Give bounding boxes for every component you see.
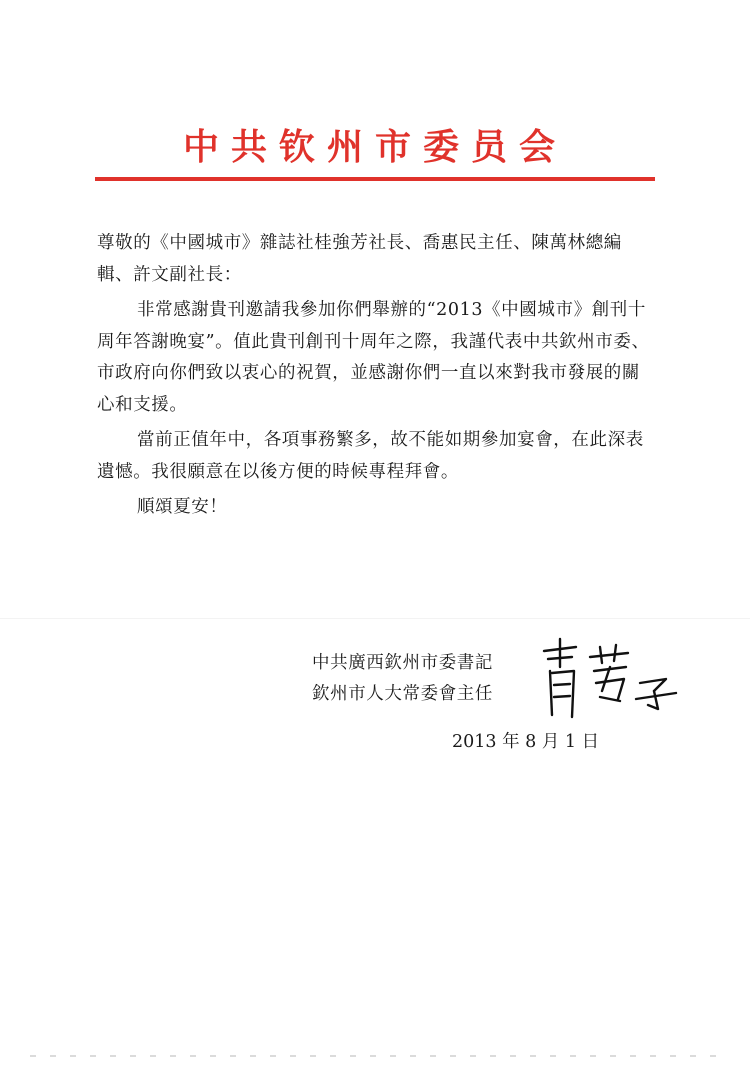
letter-body (97, 228, 657, 524)
paragraph-2: 當前正值年中，各項事務繁多，故不能如期參加宴會，在此深表遺憾。我很願意在以後方便的時候專程拜會。 (97, 430, 644, 482)
signer-title-1: 中共廣西欽州市委書記 (312, 653, 493, 673)
paragraph-1: 非常感謝貴刊邀請我參加你們舉辦的“2013《中國城市》創刊十周年答謝晚宴”。值此貴刊創刊十周年之際，我謹代表中共欽州市委、市政府向你們致以衷心的祝賀，並感謝你們一直以來對我市發展的關心和支援。 (97, 300, 650, 415)
salutation: 尊敬的《中國城市》雜誌社桂強芳社長、喬惠民主任、陳萬林總編輯、許文副社長： (97, 233, 622, 285)
handwritten-signature (536, 637, 686, 727)
letterhead-title: 中共钦州市委员会 (182, 127, 567, 168)
signature-titles (312, 648, 493, 710)
page-fold-line (0, 618, 750, 619)
closing-greeting: 順頌夏安！ (137, 497, 228, 517)
letterhead-red-rule (95, 177, 655, 181)
bottom-dotted-edge (0, 1054, 750, 1058)
letter-date: 2013 年 8 月 1 日 (452, 732, 600, 752)
signer-title-2: 欽州市人大常委會主任 (312, 684, 493, 704)
